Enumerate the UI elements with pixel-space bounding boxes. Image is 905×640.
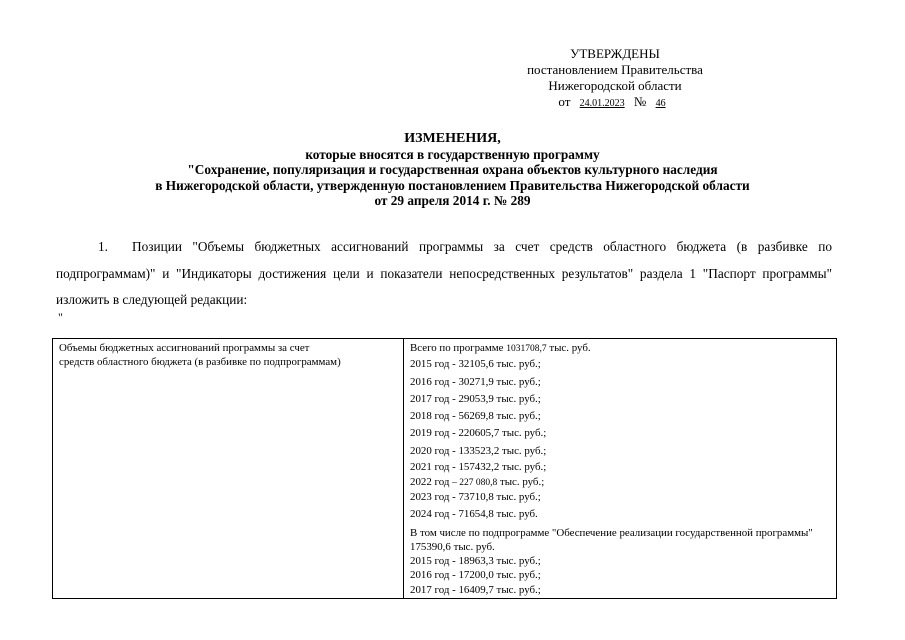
year-line: 2021 год - 157432,2 тыс. руб.; (410, 460, 547, 473)
number-label: № (633, 94, 647, 109)
sub-year-line: 2015 год - 18963,3 тыс. руб.; (410, 554, 541, 567)
total-value: 1031708,7 (506, 344, 547, 354)
year-line: 2017 год - 29053,9 тыс. руб.; (410, 392, 541, 405)
heading-line3: "Сохранение, популяризация и государственная охрана объектов культурного наследия (187, 162, 718, 178)
year-line: 2018 год - 56269,8 тыс. руб.; (410, 410, 541, 423)
heading-line4: в Нижегородской области, утвержденную постановлением Правительства Нижегородской области (155, 177, 750, 193)
paragraph-1 (56, 234, 832, 314)
subprogram-text: В том числе по подпрограмме "Обеспечение реализации государственной программы" 175390,6 тыс. руб. (410, 526, 813, 553)
year-line: 2020 год - 133523,2 тыс. руб.; (410, 444, 547, 457)
year-line-2022 (410, 475, 832, 490)
approval-block (500, 46, 730, 112)
table-row (53, 339, 837, 599)
total-suffix: тыс. руб. (549, 342, 591, 354)
heading-line5: от 29 апреля 2014 г. № 289 (374, 193, 531, 209)
year-line: 2015 год - 32105,6 тыс. руб.; (410, 358, 541, 371)
left-cell-line1: Объемы бюджетных ассигнований программы за счет (59, 342, 310, 354)
paragraph-text: Позиции "Объемы бюджетных ассигнований программы за счет средств областного бюджета (в разбивке по подпрограммам)" и "Индикаторы достижения цели и показатели непосредственных результатов" раздела 1 "Паспорт программы" изложить в следующей редакции: (56, 239, 832, 307)
year2022-value: – 227 080,8 (452, 477, 498, 488)
table-left-cell (53, 339, 404, 599)
year2022-suffix: тыс. руб.; (499, 475, 545, 488)
year-line: 2023 год - 73710,8 тыс. руб.; (410, 491, 541, 504)
total-prefix: Всего по программе (410, 342, 504, 354)
approval-status: УТВЕРЖДЕНЫ (570, 46, 660, 61)
year-line: 2024 год - 71654,8 тыс. руб. (410, 508, 538, 521)
table-right-cell (404, 339, 837, 599)
budget-table (52, 338, 837, 599)
heading-title: ИЗМЕНЕНИЯ, (404, 131, 501, 146)
year-line: 2019 год - 220605,7 тыс. руб.; (410, 427, 547, 440)
approval-line1: постановлением Правительства (527, 62, 703, 77)
total-line (410, 341, 832, 356)
opening-quote: " (58, 310, 63, 324)
approval-date: 24.01.2023 (579, 98, 625, 109)
year2022-prefix: 2022 год (410, 475, 450, 488)
approval-date-row (500, 94, 730, 112)
paragraph-number: 1. (98, 239, 108, 254)
year-line: 2016 год - 30271,9 тыс. руб.; (410, 375, 541, 388)
left-cell-line2: средств областного бюджета (в разбивке по подпрограммам) (59, 356, 341, 369)
from-label: от (558, 94, 571, 109)
approval-line2: Нижегородской области (548, 78, 682, 93)
document-heading (40, 131, 865, 209)
sub-year-line: 2016 год - 17200,0 тыс. руб.; (410, 569, 541, 582)
approval-number: 46 (655, 98, 666, 109)
sub-year-line: 2017 год - 16409,7 тыс. руб.; (410, 583, 541, 596)
heading-line2: которые вносятся в государственную программу (305, 146, 600, 162)
